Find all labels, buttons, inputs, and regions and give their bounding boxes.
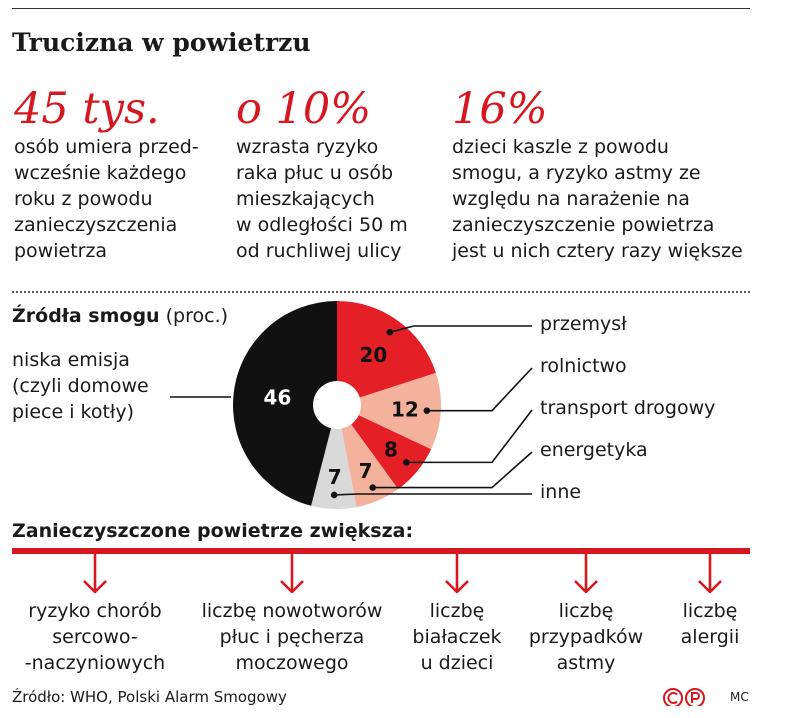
pie-value-label: 7 [327,464,342,489]
label-rolnictwo: rolnictwo [540,355,627,377]
effect-3: liczbę białaczek u dzieci [412,600,502,674]
stat-text-2: wzrasta ryzyko raka płuc u osób mieszkających w odległości 50 m od ruchliwej ulicy [236,136,408,262]
sources-title-bold: Źródła smogu [12,305,160,327]
copyright-logo-icon [662,686,708,706]
pie-value-label: 8 [383,437,398,462]
label-energetyka: energetyka [540,439,648,461]
label-transport-drogowy: transport drogowy [540,397,716,419]
effect-1: ryzyko chorób sercowo- -naczyniowych [24,600,166,674]
arrow-down-icon [446,554,468,592]
label-niska-emisja: niska emisja (czyli domowe piece i kotły) [12,349,149,423]
effect-5: liczbę alergii [680,600,740,648]
pie-value-label: 46 [263,385,292,410]
effects-title: Zanieczyszczone powietrze zwiększa: [12,520,414,542]
author-credit: MC [730,690,749,704]
pie-value-label: 7 [358,459,373,484]
source-note: Źródło: WHO, Polski Alarm Smogowy [12,688,287,706]
stat-text-1: osób umiera przed- wcześnie każdego roku z powodu zanieczyszczenia powietrza [14,136,199,262]
label-inne: inne [540,481,582,503]
pie-value-label: 12 [390,397,419,422]
stat-text-3: dzieci kaszle z powodu smogu, a ryzyko astmy ze względu na narażenie na zanieczyszczenie powietrza jest u nich cztery razy większe [452,136,743,262]
effect-2: liczbę nowotworów płuc i pęcherza moczowego [201,600,383,674]
page-title: Trucizna w powietrzu [12,28,311,57]
stat-value-3: 16% [452,84,548,134]
label-przemysl: przemysł [540,313,627,335]
effect-4: liczbę przypadków astmy [528,600,644,674]
arrow-down-icon [575,554,597,592]
stat-value-1: 45 tys. [14,84,160,134]
sources-title-unit: (proc.) [165,305,229,327]
arrow-down-icon [84,554,106,592]
arrow-down-icon [699,554,721,592]
pie-value-label: 20 [359,342,388,367]
arrow-down-icon [281,554,303,592]
stat-value-2: o 10% [236,84,372,134]
